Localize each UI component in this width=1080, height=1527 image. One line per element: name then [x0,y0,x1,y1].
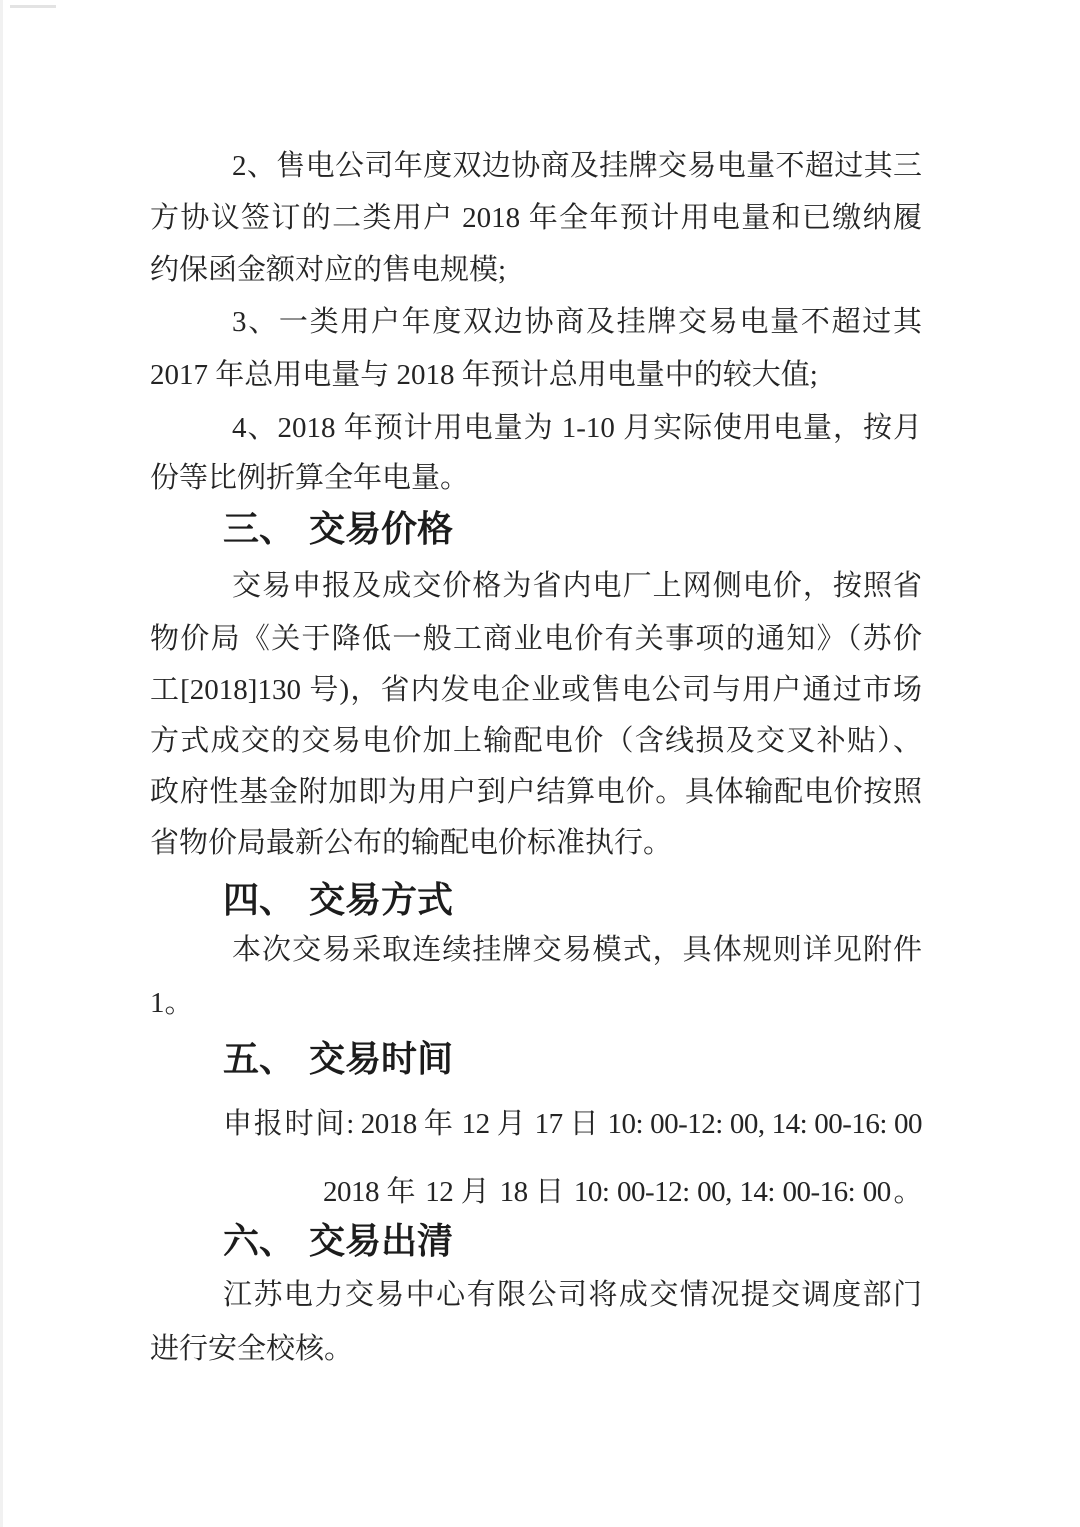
doc-line: 物价局《关于降低一般工商业电价有关事项的通知》（苏价 [150,623,922,655]
doc-line-declare-time: 2018 年 12 月 18 日 10: 00-12: 00, 14: 00-16: 00。 [323,1176,922,1208]
doc-line: 进行安全校核。 [150,1333,354,1365]
doc-line: 交易申报及成交价格为省内电厂上网侧电价，按照省 [232,570,922,602]
heading-title: 交易出清 [309,1221,454,1261]
section-heading-4 [223,879,453,921]
doc-line: 4、2018 年预计用电量为 1-10 月实际使用电量，按月 [232,412,922,444]
section-heading-5 [223,1038,453,1080]
heading-number: 三、 [223,509,296,549]
doc-line: 2、售电公司年度双边协商及挂牌交易电量不超过其三 [232,150,922,182]
section-heading-6 [223,1220,453,1262]
doc-line: 3、一类用户年度双边协商及挂牌交易电量不超过其 [232,306,922,338]
scan-artifact [0,0,3,1527]
doc-line: 政府性基金附加即为用户到户结算电价。具体输配电价按照 [150,776,922,808]
heading-number: 四、 [223,880,296,920]
doc-line: 份等比例折算全年电量。 [150,462,470,494]
doc-line-declare-time: 申报时间: 2018 年 12 月 17 日 10: 00-12: 00, 14: 00-16: 00 [223,1108,922,1140]
doc-line: 省物价局最新公布的输配电价标准执行。 [150,827,673,859]
doc-line: 1。 [150,987,194,1019]
doc-line: 2017 年总用电量与 2018 年预计总用电量中的较大值; [150,359,818,391]
heading-number: 五、 [223,1039,296,1079]
doc-line: 本次交易采取连续挂牌交易模式，具体规则详见附件 [232,934,922,966]
doc-line: 约保函金额对应的售电规模; [150,254,507,286]
section-heading-3 [223,508,453,550]
heading-title: 交易时间 [309,1039,454,1079]
scan-artifact [10,5,56,8]
doc-line: 方协议签订的二类用户 2018 年全年预计用电量和已缴纳履 [150,202,922,234]
doc-line: 方式成交的交易电价加上输配电价（含线损及交叉补贴）、 [150,725,922,757]
doc-line: 江苏电力交易中心有限公司将成交情况提交调度部门 [223,1279,922,1311]
heading-title: 交易方式 [309,880,454,920]
heading-number: 六、 [223,1221,296,1261]
heading-title: 交易价格 [309,509,454,549]
doc-line: 工[2018]130 号)，省内发电企业或售电公司与用户通过市场 [150,674,922,706]
